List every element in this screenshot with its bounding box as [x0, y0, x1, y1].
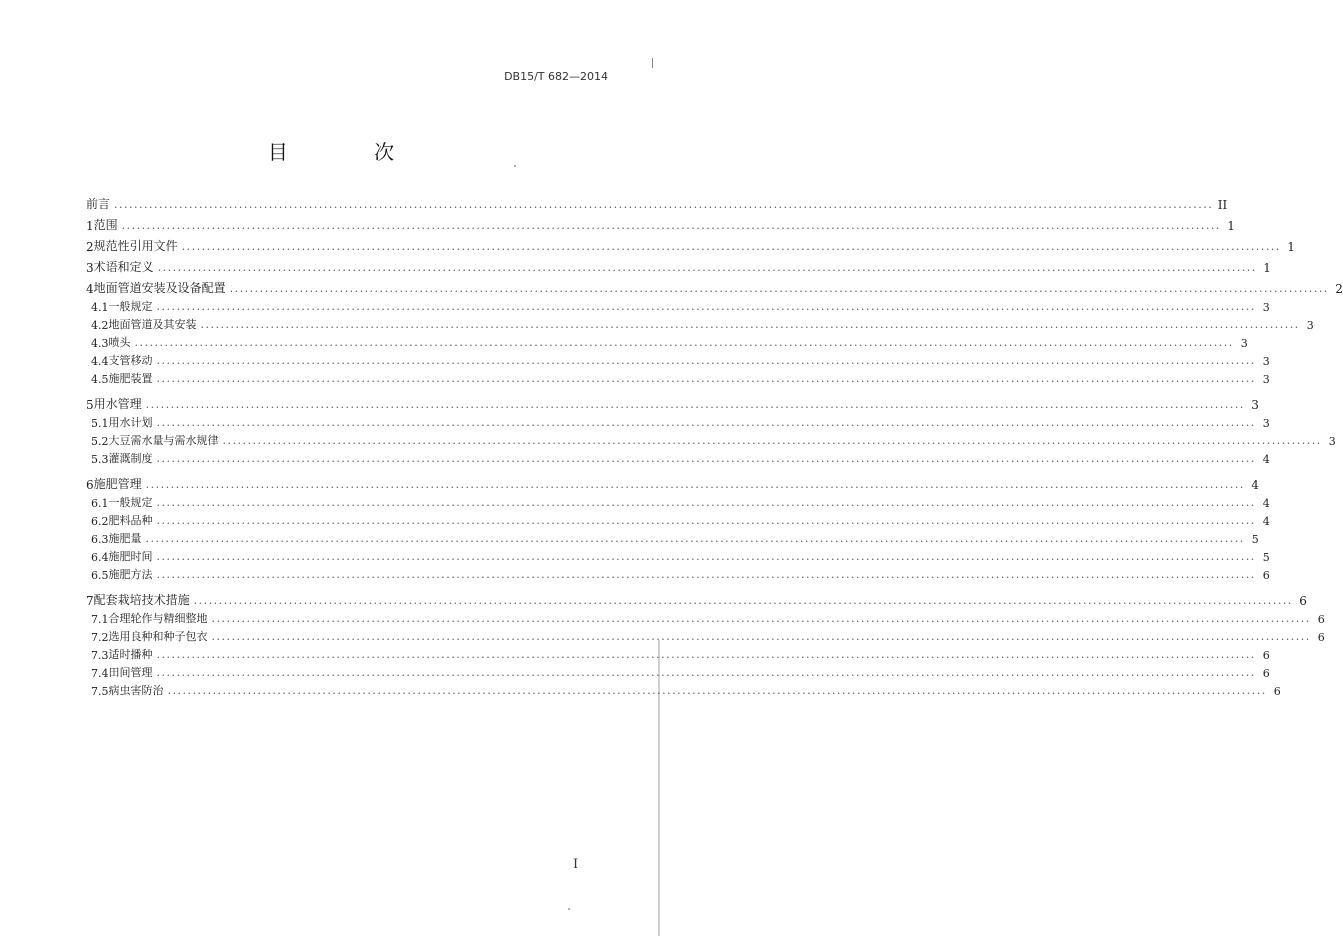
- toc-entry-label: 施肥管理: [93, 477, 142, 491]
- toc-entry-label: 施肥时间: [108, 550, 153, 563]
- toc-entry-page: 4: [1262, 515, 1270, 528]
- toc-entry[interactable]: [86, 564, 1270, 582]
- document-code: DB15/T 682—2014: [504, 70, 608, 83]
- toc-entry[interactable]: [86, 212, 1235, 233]
- toc-entry-page: 3: [1262, 417, 1270, 430]
- toc-entry-number: 5.3: [91, 453, 109, 466]
- toc-entry-label: 喷头: [108, 336, 131, 349]
- toc-entry-number: 4.2: [91, 319, 109, 332]
- toc-entry-number: 4.5: [91, 373, 109, 386]
- toc-entry-page: 2: [1335, 282, 1343, 296]
- toc-entry-page: 3: [1262, 373, 1270, 386]
- toc-entry-number: 6.1: [91, 497, 109, 510]
- toc-entry-number: 3: [86, 261, 94, 275]
- toc-entry[interactable]: [86, 368, 1270, 386]
- toc-entry-number: 4.3: [91, 337, 109, 350]
- toc-entry-page: 6: [1299, 594, 1307, 608]
- toc-leader-dots: ............................................................................................................................................................................................................................: [156, 550, 1256, 563]
- toc-entry-page: 6: [1317, 613, 1325, 626]
- toc-entry-number: 6.4: [91, 551, 109, 564]
- toc-leader-dots: ............................................................................................................................................................................................................................: [145, 478, 1245, 491]
- toc-entry-label: 配套栽培技术措施: [93, 593, 190, 607]
- toc-entry-label: 用水计划: [108, 416, 153, 429]
- toc-entry-label: 一般规定: [108, 300, 153, 313]
- toc-leader-dots: ............................................................................................................................................................................................................................: [145, 398, 1245, 411]
- toc-entry-page: 3: [1262, 355, 1270, 368]
- toc-entry-number: 1: [86, 219, 94, 233]
- toc-leader-dots: ............................................................................................................................................................................................................................: [211, 612, 1311, 625]
- scan-edge-mark: [652, 58, 653, 68]
- toc-entry-label: 术语和定义: [93, 260, 154, 274]
- toc-entry[interactable]: [86, 191, 1228, 212]
- toc-leader-dots: ............................................................................................................................................................................................................................: [193, 594, 1293, 607]
- toc-leader-dots: ............................................................................................................................................................................................................................: [156, 648, 1256, 661]
- toc-entry[interactable]: [86, 680, 1281, 698]
- toc-entry[interactable]: [86, 644, 1270, 662]
- toc-leader-dots: ............................................................................................................................................................................................................................: [156, 416, 1256, 429]
- toc-entry-number: 7.1: [91, 613, 109, 626]
- toc-entry-label: 范围: [93, 218, 118, 232]
- toc-entry-page: 4: [1251, 478, 1259, 492]
- toc-entry-page: 3: [1251, 398, 1259, 412]
- toc-entry-page: II: [1217, 198, 1228, 212]
- toc-entry-label: 一般规定: [108, 496, 153, 509]
- scan-speck: [568, 908, 570, 910]
- toc-leader-dots: ............................................................................................................................................................................................................................: [145, 532, 1245, 545]
- toc-entry[interactable]: [86, 587, 1307, 608]
- toc-entry-number: 2: [86, 240, 94, 254]
- toc-entry-number: 5.1: [91, 417, 109, 430]
- toc-entry-number: 5.2: [91, 435, 109, 448]
- toc-leader-dots: ............................................................................................................................................................................................................................: [114, 198, 1214, 211]
- toc-entry[interactable]: [86, 492, 1270, 510]
- toc-entry-page: 6: [1317, 631, 1325, 644]
- toc-entry-number: 4.1: [91, 301, 109, 314]
- toc-entry-page: 6: [1262, 667, 1270, 680]
- toc-leader-dots: ............................................................................................................................................................................................................................: [156, 514, 1256, 527]
- toc-entry-page: 4: [1262, 453, 1270, 466]
- toc-entry[interactable]: [86, 626, 1325, 644]
- toc-entry-page: 6: [1273, 685, 1281, 698]
- toc-entry-page: 5: [1251, 533, 1259, 546]
- toc-entry[interactable]: [86, 296, 1270, 314]
- toc-entry-label: 地面管道安装及设备配置: [93, 281, 226, 295]
- toc-entry-number: 6.3: [91, 533, 109, 546]
- toc-leader-dots: ............................................................................................................................................................................................................................: [181, 240, 1281, 253]
- toc-entry-page: 6: [1262, 569, 1270, 582]
- toc-entry[interactable]: [86, 430, 1336, 448]
- toc-entry[interactable]: [86, 448, 1270, 466]
- toc-entry-number: 6: [86, 478, 94, 492]
- table-of-contents: [86, 191, 1343, 698]
- toc-entry[interactable]: [86, 275, 1343, 296]
- toc-entry[interactable]: [86, 510, 1270, 528]
- footer-page-number: I: [573, 857, 579, 872]
- toc-entry-label: 田间管理: [108, 666, 153, 679]
- toc-entry[interactable]: [86, 471, 1259, 492]
- toc-entry-number: 6.5: [91, 569, 109, 582]
- toc-entry-number: 7.5: [91, 685, 109, 698]
- toc-entry-page: 1: [1227, 219, 1235, 233]
- toc-entry-label: 支管移动: [108, 354, 153, 367]
- toc-leader-dots: ............................................................................................................................................................................................................................: [156, 568, 1256, 581]
- toc-entry-page: 1: [1287, 240, 1295, 254]
- toc-entry-page: 1: [1263, 261, 1271, 275]
- toc-leader-dots: ............................................................................................................................................................................................................................: [156, 452, 1256, 465]
- toc-leader-dots: ............................................................................................................................................................................................................................: [156, 354, 1256, 367]
- toc-leader-dots: ............................................................................................................................................................................................................................: [211, 630, 1311, 643]
- page-title: 目 次: [267, 140, 435, 164]
- toc-entry[interactable]: [86, 546, 1270, 564]
- toc-entry-page: 6: [1262, 649, 1270, 662]
- toc-entry-label: 肥料品种: [108, 514, 153, 527]
- toc-entry[interactable]: [86, 350, 1270, 368]
- toc-entry-number: 7.3: [91, 649, 109, 662]
- toc-entry-number: 7.4: [91, 667, 109, 680]
- toc-entry-page: 4: [1262, 497, 1270, 510]
- toc-entry[interactable]: [86, 662, 1270, 680]
- toc-leader-dots: ............................................................................................................................................................................................................................: [156, 300, 1256, 313]
- toc-entry-label: 适时播种: [108, 648, 153, 661]
- toc-entry-number: 6.2: [91, 515, 109, 528]
- toc-entry-page: 3: [1328, 435, 1336, 448]
- toc-entry[interactable]: [86, 314, 1314, 332]
- toc-leader-dots: ............................................................................................................................................................................................................................: [134, 336, 1234, 349]
- toc-entry-label: 施肥方法: [108, 568, 153, 581]
- toc-entry-label: 施肥装置: [108, 372, 153, 385]
- toc-leader-dots: ............................................................................................................................................................................................................................: [229, 282, 1329, 295]
- toc-entry-label: 大豆需水量与需水规律: [108, 434, 219, 447]
- toc-entry-number: 4.4: [91, 355, 109, 368]
- toc-entry-label: 病虫害防治: [108, 684, 164, 697]
- toc-entry-label: 地面管道及其安装: [108, 318, 197, 331]
- scan-speck: [514, 165, 516, 167]
- toc-entry[interactable]: [86, 233, 1295, 254]
- toc-entry[interactable]: [86, 608, 1325, 626]
- toc-entry[interactable]: [86, 528, 1259, 546]
- toc-entry[interactable]: [86, 254, 1271, 275]
- toc-entry-label: 合理轮作与精细整地: [108, 612, 208, 625]
- toc-entry-page: 3: [1306, 319, 1314, 332]
- toc-entry-number: 4: [86, 282, 94, 296]
- toc-entry-number: 7: [86, 594, 94, 608]
- toc-entry[interactable]: [86, 412, 1270, 430]
- toc-leader-dots: ............................................................................................................................................................................................................................: [222, 434, 1322, 447]
- toc-entry-number: 5: [86, 398, 94, 412]
- toc-entry-page: 3: [1262, 301, 1270, 314]
- toc-entry-label: 用水管理: [93, 397, 142, 411]
- toc-entry-label: 灌溉制度: [108, 452, 153, 465]
- toc-entry-label: 选用良种和种子包衣: [108, 630, 208, 643]
- toc-leader-dots: ............................................................................................................................................................................................................................: [121, 219, 1221, 232]
- toc-entry-label: 规范性引用文件: [93, 239, 178, 253]
- toc-leader-dots: ............................................................................................................................................................................................................................: [156, 372, 1256, 385]
- toc-leader-dots: ............................................................................................................................................................................................................................: [156, 666, 1256, 679]
- toc-leader-dots: ............................................................................................................................................................................................................................: [167, 684, 1267, 697]
- toc-leader-dots: ............................................................................................................................................................................................................................: [157, 261, 1257, 274]
- toc-entry[interactable]: [86, 391, 1259, 412]
- toc-leader-dots: ............................................................................................................................................................................................................................: [156, 496, 1256, 509]
- toc-entry-label: 施肥量: [108, 532, 142, 545]
- toc-entry[interactable]: [86, 332, 1248, 350]
- toc-entry-label: 前言: [86, 197, 111, 211]
- toc-entry-number: 7.2: [91, 631, 109, 644]
- toc-entry-page: 5: [1262, 551, 1270, 564]
- toc-leader-dots: ............................................................................................................................................................................................................................: [200, 318, 1300, 331]
- toc-entry-page: 3: [1240, 337, 1248, 350]
